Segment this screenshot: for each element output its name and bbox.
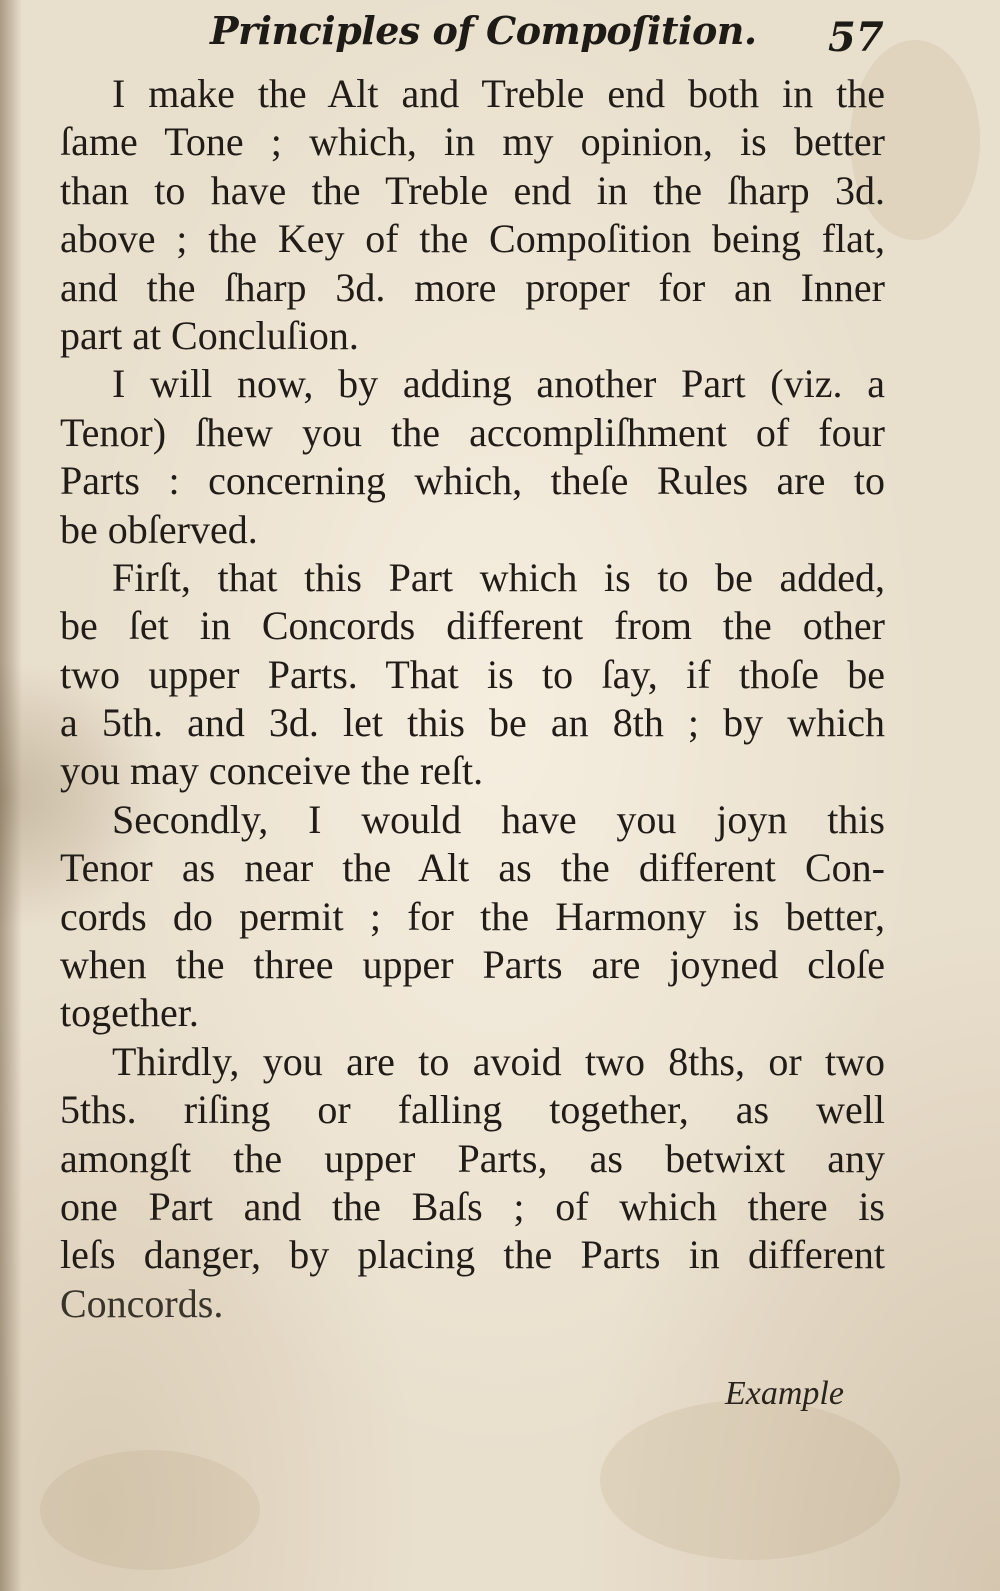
text-line: leſs danger, by placing the Parts in different — [60, 1232, 885, 1278]
text-line: 5ths. riſing or falling together, as well — [60, 1087, 885, 1133]
page-header — [0, 8, 1000, 68]
text-line: Secondly, I would have you joyn this — [112, 796, 885, 842]
text-line: you may conceive the reſt. — [60, 748, 484, 794]
text-line: amongſt the upper Parts, as betwixt any — [60, 1135, 885, 1181]
text-line: ſame Tone ; which, in my opinion, is better — [60, 119, 885, 165]
text-line: Concords. — [60, 1280, 224, 1326]
text-line: two upper Parts. That is to ſay, if thoſe be — [60, 651, 885, 697]
text-line: part at Concluſion. — [60, 312, 359, 358]
text-line: Tenor) ſhew you the accompliſhment of four — [60, 409, 885, 455]
text-line: I will now, by adding another Part (viz. a — [112, 361, 885, 407]
text-line: Thirdly, you are to avoid two 8ths, or two — [112, 1038, 885, 1084]
text-line: above ; the Key of the Compoſition being flat, — [60, 216, 885, 262]
text-line: be ſet in Concords different from the other — [60, 603, 885, 649]
text-line: Firſt, that this Part which is to be added, — [112, 554, 885, 600]
text-line: Tenor as near the Alt as the different Con- — [60, 845, 885, 891]
page-gutter-shadow — [0, 0, 22, 1591]
body-text — [60, 70, 885, 1328]
text-line: one Part and the Baſs ; of which there is — [60, 1183, 885, 1229]
page-number: 57 — [828, 14, 884, 61]
text-line: and the ſharp 3d. more proper for an Inner — [60, 264, 885, 310]
paper-stain — [40, 1450, 260, 1570]
paper-stain — [600, 1400, 900, 1560]
running-head: Principles of Compoſition. — [210, 8, 757, 53]
text-line: Parts : concerning which, theſe Rules are to — [60, 458, 885, 504]
text-line: be obſerved. — [60, 506, 258, 552]
text-line: than to have the Treble end in the ſharp 3d. — [60, 167, 885, 213]
text-line: a 5th. and 3d. let this be an 8th ; by which — [60, 700, 885, 746]
text-line: I make the Alt and Treble end both in the — [112, 71, 885, 116]
text-line: cords do permit ; for the Harmony is better, — [60, 893, 885, 939]
catchword: Example — [725, 1375, 844, 1412]
text-line: when the three upper Parts are joyned cloſe — [60, 942, 885, 988]
text-line: together. — [60, 990, 199, 1036]
